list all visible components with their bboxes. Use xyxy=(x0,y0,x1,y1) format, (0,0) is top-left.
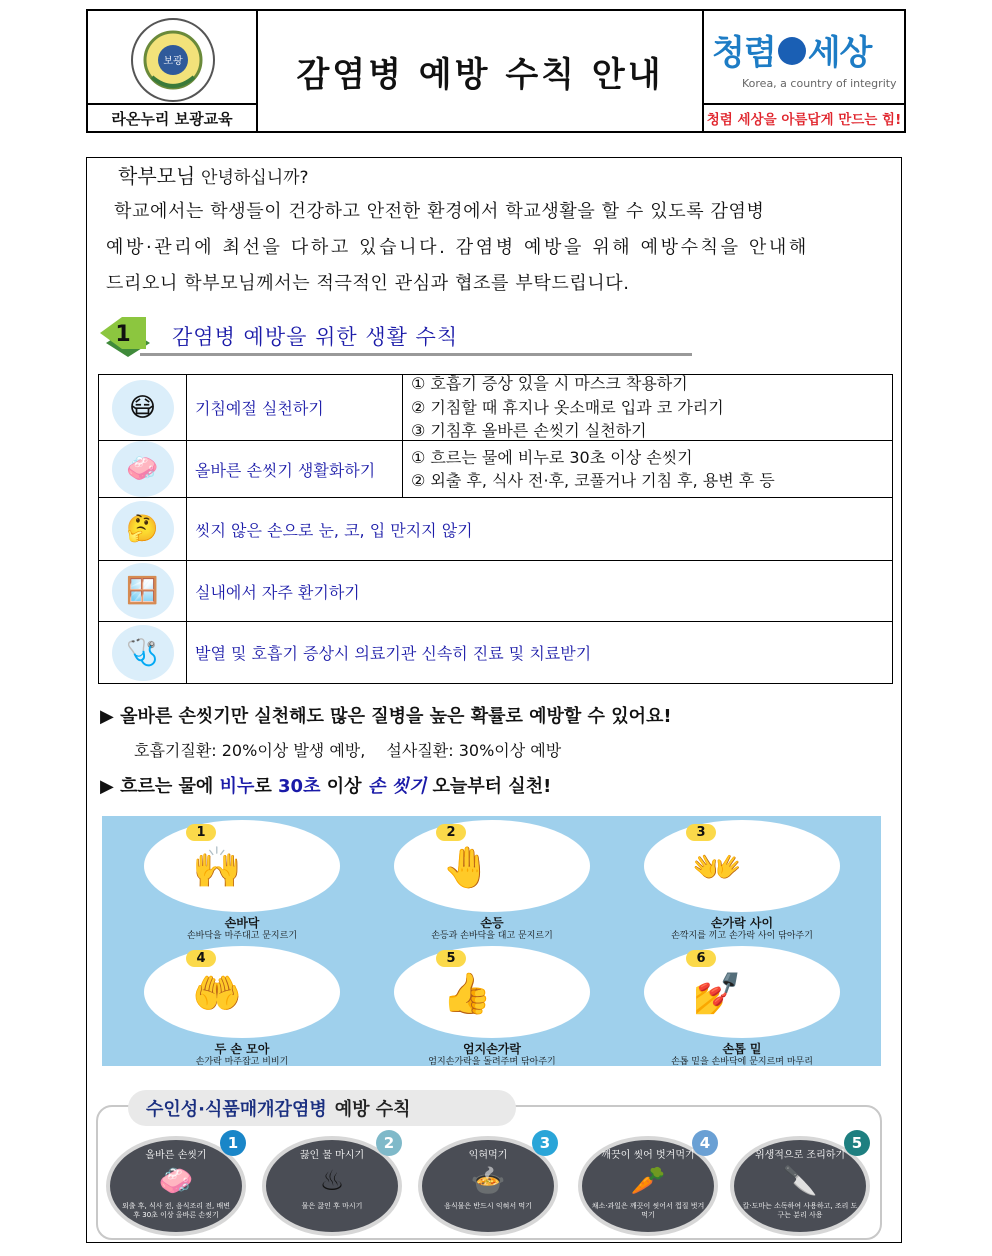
food-rule-item xyxy=(578,1136,718,1236)
rule-detail: ② 외출 후, 식사 전·후, 코풀거나 기침 후, 용변 후 등 xyxy=(411,471,775,490)
note-part: 이상 xyxy=(320,776,368,797)
step-number: 3 xyxy=(686,824,716,841)
produce-icon: 🥕 xyxy=(630,1164,666,1197)
note-stats xyxy=(134,738,561,761)
section-number: 1 xyxy=(115,322,131,347)
food-rule-desc: 외출 후, 식사 전, 음식조리 전, 배변 후 30초 이상 올바른 손씻기 xyxy=(122,1202,230,1219)
step-title: 손가락 사이 xyxy=(710,916,774,930)
table-row xyxy=(99,622,892,683)
step-number: 2 xyxy=(436,824,466,841)
doctor-visit-icon: 🩺 xyxy=(112,625,174,681)
kettle-icon: ♨ xyxy=(319,1164,345,1197)
food-rule-item xyxy=(418,1136,558,1236)
step-title: 손톱 밑 xyxy=(722,1042,762,1056)
rule-label: 기침예절 실천하기 xyxy=(195,399,324,418)
greeting-parents: 학부모님 xyxy=(118,164,196,188)
logo-text-right: 세상 xyxy=(807,33,872,73)
integrity-logo xyxy=(712,25,871,74)
step-title: 손등 xyxy=(480,916,504,930)
table-row xyxy=(99,561,892,622)
stat-diarrhea: 설사질환: 30%이상 예방 xyxy=(386,741,562,760)
cooking-pot-icon: 🍲 xyxy=(470,1164,506,1197)
handwash-step xyxy=(372,820,612,941)
logo-text-left: 청렴 xyxy=(712,33,776,73)
cutting-board-icon: 🔪 xyxy=(782,1164,818,1197)
svg-text:보광: 보광 xyxy=(163,56,183,67)
step-desc: 손가락 마주잡고 비비기 xyxy=(195,1057,289,1067)
food-title-rest: 예방 수칙 xyxy=(334,1099,411,1120)
step-number: 1 xyxy=(186,824,216,841)
table-row xyxy=(99,498,892,561)
rule-detail: ① 호흡기 증상 있을 시 마스크 착용하기 xyxy=(411,374,688,394)
rule-label: 발열 및 호흡기 증상시 의료기관 신속히 진료 및 치료받기 xyxy=(195,644,592,663)
school-label: 라온누리 보광교육 xyxy=(88,103,256,131)
section-number-badge xyxy=(100,313,160,357)
food-rule-label: 깨끗이 씻어 벗겨먹기 xyxy=(601,1150,695,1161)
step-desc: 손바닥을 마주대고 문지르기 xyxy=(186,931,298,941)
food-rule-desc: 채소·과일은 깨끗이 씻어서 껍질 벗겨 먹기 xyxy=(591,1202,705,1219)
palms-icon: 🙌 xyxy=(192,845,242,891)
food-rule-item xyxy=(106,1136,246,1236)
logo-slogan: Korea, a country of integrity xyxy=(742,77,897,90)
food-rule-desc: 물은 끓인 후 마시기 xyxy=(301,1202,363,1210)
note-part: 오늘부터 실천! xyxy=(426,776,552,797)
food-rule-item xyxy=(262,1136,402,1236)
food-rule-label: 끓인 물 마시기 xyxy=(299,1150,365,1161)
food-rule-label: 올바른 손씻기 xyxy=(145,1150,207,1161)
handwash-step xyxy=(122,946,362,1067)
step-number: 4 xyxy=(186,950,216,967)
handwashing-icon: 🧼 xyxy=(158,1164,194,1197)
step-title: 두 손 모아 xyxy=(214,1042,270,1056)
section-title: 감염병 예방을 위한 생활 수칙 xyxy=(172,325,459,349)
step-number: 6 xyxy=(686,950,716,967)
table-row xyxy=(99,441,892,498)
handwash-step xyxy=(622,946,862,1067)
handwash-step xyxy=(122,820,362,941)
rules-table xyxy=(98,374,893,684)
food-rule-number: 1 xyxy=(220,1130,246,1156)
rule-detail: ③ 기침후 올바른 손씻기 실천하기 xyxy=(411,421,647,441)
cough-etiquette-icon: 😷 xyxy=(112,380,174,436)
handwash-step xyxy=(372,946,612,1067)
note-part: ▶ 흐르는 물에 xyxy=(100,776,220,797)
note-part: 로 xyxy=(254,776,279,797)
intro-line-3: 드리오니 학부모님께서는 적극적인 관심과 협조를 부탁드립니다. xyxy=(106,273,630,294)
rule-label: 올바른 손씻기 생활화하기 xyxy=(195,460,376,480)
fingernails-icon: 💅 xyxy=(692,971,742,1017)
interlaced-fingers-icon: 👐 xyxy=(692,845,742,891)
food-rule-desc: 음식물은 반드시 익혀서 먹기 xyxy=(444,1202,532,1210)
thumb-icon: 👍 xyxy=(442,971,492,1017)
handwash-steps-panel xyxy=(102,816,881,1066)
stat-respiratory: 호흡기질환: 20%이상 발생 예방, xyxy=(134,741,366,760)
step-desc: 엄지손가락을 돌려주며 닦아주기 xyxy=(428,1057,556,1067)
taegeuk-icon xyxy=(778,37,806,65)
header-table xyxy=(86,9,906,133)
note-30sec: 30초 xyxy=(278,776,321,797)
note-practice xyxy=(100,772,551,798)
food-rule-label: 위생적으로 조리하기 xyxy=(754,1150,846,1161)
school-cell xyxy=(88,11,258,131)
handwashing-icon: 🧼 xyxy=(112,441,174,497)
page-title: 감염병 예방 수칙 안내 xyxy=(296,54,664,95)
intro-line-1: 학교에서는 학생들이 건강하고 안전한 환경에서 학교생활을 할 수 있도록 감염병 xyxy=(114,201,765,222)
rule-details xyxy=(402,375,892,440)
note-handwash: 손 씻기 xyxy=(367,776,427,797)
step-desc: 손등과 손바닥을 대고 문지르기 xyxy=(431,931,553,941)
note-soap: 비누 xyxy=(219,776,255,797)
food-rule-label: 익혀먹기 xyxy=(468,1150,508,1161)
step-desc: 손깍지를 끼고 손가락 사이 닦아주기 xyxy=(671,931,813,941)
step-title: 엄지손가락 xyxy=(463,1042,521,1056)
title-cell xyxy=(258,11,702,131)
greeting-hello: 안녕하십니까? xyxy=(201,168,309,188)
rule-detail: ① 흐르는 물에 비누로 30초 이상 손씻기 xyxy=(411,447,693,467)
food-rule-number: 3 xyxy=(532,1130,558,1156)
section-underline xyxy=(140,353,692,356)
food-rule-desc: 칼·도마는 소독하여 사용하고, 조리 도구는 분리 사용 xyxy=(742,1202,858,1219)
food-rule-number: 2 xyxy=(376,1130,402,1156)
food-rule-item xyxy=(730,1136,870,1236)
rule-label: 실내에서 자주 환기하기 xyxy=(195,582,360,602)
logo-cell xyxy=(702,11,904,131)
intro-line-2: 예방·관리에 최선을 다하고 있습니다. 감염병 예방을 위해 예방수칙을 안내해 xyxy=(106,237,809,258)
no-face-touch-icon: 🤔 xyxy=(112,501,174,557)
step-number: 5 xyxy=(436,950,466,967)
food-rule-number: 4 xyxy=(692,1130,718,1156)
rule-detail: ② 기침할 때 휴지나 옷소매로 입과 코 가리기 xyxy=(411,397,724,417)
school-seal-icon xyxy=(130,17,216,103)
handwash-step xyxy=(622,820,862,941)
note-handwash-benefit: ▶ 올바른 손씻기만 실천해도 많은 질병을 높은 확률로 예방할 수 있어요! xyxy=(100,706,672,727)
rule-details xyxy=(402,441,892,497)
integrity-slogan: 청렴 세상을 아름답게 만드는 힘! xyxy=(704,103,904,131)
window-ventilation-icon: 🪟 xyxy=(112,563,174,619)
table-row xyxy=(99,375,892,441)
food-safety-title xyxy=(128,1090,516,1126)
back-of-hand-icon: 🤚 xyxy=(442,845,492,891)
step-desc: 손톱 밑을 손바닥에 문지르며 마무리 xyxy=(671,1057,813,1067)
food-title-main: 수인성·식품매개감염병 xyxy=(146,1099,327,1120)
rule-label: 씻지 않은 손으로 눈, 코, 입 만지지 않기 xyxy=(195,520,473,540)
content-box xyxy=(86,157,902,1243)
fingertips-icon: 🤲 xyxy=(192,971,242,1017)
greeting xyxy=(118,160,309,189)
step-title: 손바닥 xyxy=(224,916,260,930)
food-rule-number: 5 xyxy=(844,1130,870,1156)
